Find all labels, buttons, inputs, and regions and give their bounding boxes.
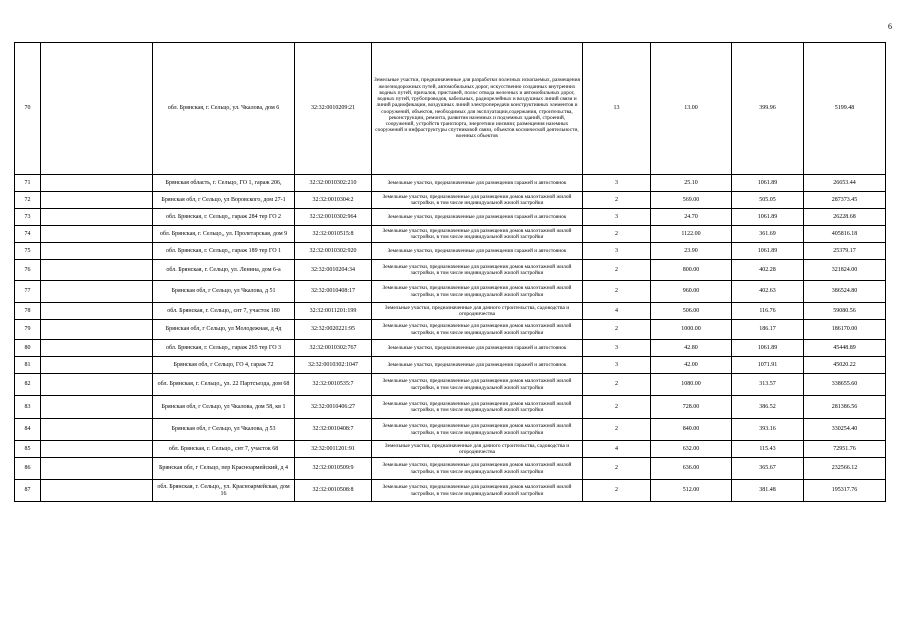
cadastral-value-cell: 72951.76 <box>804 441 886 458</box>
land-use-cell: Земельные участки, предназначенные для размещения домов малоэтажной жилой застройки, в том числе индивидуальной жилой застройки <box>372 480 583 502</box>
land-use-cell: Земельные участки, предназначенные для размещения домов малоэтажной жилой застройки, в том числе индивидуальной жилой застройки <box>372 281 583 303</box>
cadastral-number-cell: 32:32:0010509:9 <box>295 458 372 480</box>
table-row <box>15 458 886 480</box>
cadastral-number-cell: 32:32:0010408:7 <box>295 419 372 441</box>
land-use-cell: Земельные участки, предназначенные для размещения домов малоэтажной жилой застройки, в том числе индивидуальной жилой застройки <box>372 396 583 419</box>
area-cell: 569.00 <box>651 192 732 209</box>
group-number-cell: 3 <box>583 340 651 357</box>
table-row <box>15 192 886 209</box>
cadastral-value-cell: 186170.00 <box>804 320 886 340</box>
address-cell: обл. Брянская, г. Сельцо,, снт 7, участок 180 <box>153 303 295 320</box>
row-number-cell: 84 <box>15 419 41 441</box>
rate-cell: 393.16 <box>732 419 804 441</box>
cadastral-number-cell: 32:32:0011201:91 <box>295 441 372 458</box>
table-row <box>15 374 886 396</box>
row-number-cell: 83 <box>15 396 41 419</box>
table-row <box>15 175 886 192</box>
land-use-cell: Земельные участки, предназначенные для размещения домов малоэтажной жилой застройки, в том числе индивидуальной жилой застройки <box>372 226 583 243</box>
group-number-cell: 2 <box>583 281 651 303</box>
rate-cell: 505.05 <box>732 192 804 209</box>
empty-cell <box>41 175 153 192</box>
group-number-cell: 3 <box>583 357 651 374</box>
row-number-cell: 72 <box>15 192 41 209</box>
empty-cell <box>41 320 153 340</box>
group-number-cell: 2 <box>583 458 651 480</box>
empty-cell <box>41 260 153 281</box>
table-row <box>15 419 886 441</box>
table-row <box>15 441 886 458</box>
empty-cell <box>41 374 153 396</box>
address-cell: Брянская обл, г Сельцо, ул Чкалова, д 51 <box>153 281 295 303</box>
table-row <box>15 480 886 502</box>
area-cell: 636.00 <box>651 458 732 480</box>
empty-cell <box>41 43 153 175</box>
group-number-cell: 3 <box>583 175 651 192</box>
table-row <box>15 281 886 303</box>
empty-cell <box>41 243 153 260</box>
area-cell: 1000.00 <box>651 320 732 340</box>
address-cell: обл. Брянская, г. Сельцо,, ул. Красноармейская, дом 16 <box>153 480 295 502</box>
cadastral-number-cell: 32:32:0010508:8 <box>295 480 372 502</box>
table-row <box>15 226 886 243</box>
empty-cell <box>41 441 153 458</box>
group-number-cell: 4 <box>583 303 651 320</box>
rate-cell: 402.28 <box>732 260 804 281</box>
row-number-cell: 80 <box>15 340 41 357</box>
land-use-cell: Земельные участки, предназначенные для разработки полезных ископаемых, размещения железнодорожных путей, автомобильных дорог, искусственно созданных внутренних водных путей, причалов, пристаней, полос отвода железных и автомобильных дорог, водных путей, трубопроводов, кабельных, радиорелейных и воздушных линий связи и линий радиофикации, воздушных линий электропередачи конструктивных элементов и сооружений, объектов, необходимых для эксплуатации,содержания, строительства, реконструкции, ремонта, развития наземных и подземных зданий, строений, сооружений, устройств транспорта, энергетики иисвязи; размещения наземных сооружений и инфраструктуры спутниковой связи, объектов космической деятельности, военных объектов <box>372 43 583 175</box>
cadastral-value-cell: 330254.40 <box>804 419 886 441</box>
table-row <box>15 260 886 281</box>
cadastral-number-cell: 32:32:0010302:210 <box>295 175 372 192</box>
cadastral-number-cell: 32:32:0010408:17 <box>295 281 372 303</box>
row-number-cell: 82 <box>15 374 41 396</box>
cadastral-number-cell: 32:32:0010302:1047 <box>295 357 372 374</box>
address-cell: Брянская обл, г Сельцо, ул Воровского, дом 27-1 <box>153 192 295 209</box>
land-use-cell: Земельные участки, предназначенные для размещения гаражей и автостоянок <box>372 340 583 357</box>
area-cell: 24.70 <box>651 209 732 226</box>
land-use-cell: Земельные участки, предназначенные для размещения гаражей и автостоянок <box>372 209 583 226</box>
rate-cell: 365.67 <box>732 458 804 480</box>
address-cell: обл. Брянская, г. Сельцо,, ул. Пролетарская, дом 9 <box>153 226 295 243</box>
empty-cell <box>41 419 153 441</box>
row-number-cell: 78 <box>15 303 41 320</box>
area-cell: 23.90 <box>651 243 732 260</box>
empty-cell <box>41 303 153 320</box>
cadastral-number-cell: 32:32:0010515:8 <box>295 226 372 243</box>
empty-cell <box>41 458 153 480</box>
rate-cell: 386.52 <box>732 396 804 419</box>
row-number-cell: 75 <box>15 243 41 260</box>
table-row <box>15 243 886 260</box>
row-number-cell: 86 <box>15 458 41 480</box>
row-number-cell: 85 <box>15 441 41 458</box>
land-use-cell: Земельные участки, предназначенные для размещения гаражей и автостоянок <box>372 357 583 374</box>
address-cell: Брянская область, г. Сельцо, ГО 1, гараж 206, <box>153 175 295 192</box>
table-row <box>15 43 886 175</box>
table-row <box>15 209 886 226</box>
empty-cell <box>41 209 153 226</box>
rate-cell: 1061.89 <box>732 209 804 226</box>
cadastral-number-cell: 32:32:0010304:2 <box>295 192 372 209</box>
empty-cell <box>41 192 153 209</box>
cadastral-number-cell: 32:32:0011201:199 <box>295 303 372 320</box>
rate-cell: 1061.89 <box>732 175 804 192</box>
cadastral-value-cell: 26228.68 <box>804 209 886 226</box>
address-cell: Брянская обл, г Сельцо, ГО 4, гараж 72 <box>153 357 295 374</box>
empty-cell <box>41 357 153 374</box>
address-cell: обл. Брянская, г. Сельцо,, ул. 22 Партсъезда, дом 68 <box>153 374 295 396</box>
table-row <box>15 320 886 340</box>
area-cell: 42.00 <box>651 357 732 374</box>
row-number-cell: 74 <box>15 226 41 243</box>
cadastral-value-cell: 287373.45 <box>804 192 886 209</box>
area-cell: 632.00 <box>651 441 732 458</box>
empty-cell <box>41 281 153 303</box>
address-cell: обл. Брянская, г. Сельцо, ул. Чкалова, дом 6 <box>153 43 295 175</box>
row-number-cell: 73 <box>15 209 41 226</box>
address-cell: обл. Брянская, г. Сельцо,, гараж 189 тер ГО 1 <box>153 243 295 260</box>
group-number-cell: 2 <box>583 320 651 340</box>
group-number-cell: 4 <box>583 441 651 458</box>
cadastral-number-cell: 32:32:0010406:27 <box>295 396 372 419</box>
area-cell: 800.00 <box>651 260 732 281</box>
cadastral-number-cell: 32:32:0010302:920 <box>295 243 372 260</box>
area-cell: 960.00 <box>651 281 732 303</box>
rate-cell: 402.63 <box>732 281 804 303</box>
rate-cell: 1061.89 <box>732 340 804 357</box>
cadastral-value-cell: 5199.48 <box>804 43 886 175</box>
rate-cell: 399.96 <box>732 43 804 175</box>
address-cell: обл. Брянская, г. Сельцо,, гараж 284 тер ГО 2 <box>153 209 295 226</box>
group-number-cell: 13 <box>583 43 651 175</box>
cadastral-value-cell: 232566.12 <box>804 458 886 480</box>
rate-cell: 381.48 <box>732 480 804 502</box>
row-number-cell: 76 <box>15 260 41 281</box>
group-number-cell: 2 <box>583 419 651 441</box>
group-number-cell: 2 <box>583 396 651 419</box>
cadastral-value-cell: 45020.22 <box>804 357 886 374</box>
cadastral-value-cell: 321824.00 <box>804 260 886 281</box>
area-cell: 42.80 <box>651 340 732 357</box>
cadastral-number-cell: 32:32:0010302:964 <box>295 209 372 226</box>
land-use-cell: Земельные участки, предназначенные для размещения гаражей и автостоянок <box>372 243 583 260</box>
cadastral-number-cell: 32:32:0010535:7 <box>295 374 372 396</box>
group-number-cell: 2 <box>583 192 651 209</box>
row-number-cell: 77 <box>15 281 41 303</box>
cadastral-value-cell: 25379.17 <box>804 243 886 260</box>
land-use-cell: Земельные участки, предназначенные для размещения домов малоэтажной жилой застройки, в том числе индивидуальной жилой застройки <box>372 260 583 281</box>
land-use-cell: Земельные участки, предназначенные для размещения домов малоэтажной жилой застройки, в том числе индивидуальной жилой застройки <box>372 419 583 441</box>
address-cell: обл. Брянская, г. Сельцо, ул. Ленина, дом 6-а <box>153 260 295 281</box>
row-number-cell: 79 <box>15 320 41 340</box>
cadastral-number-cell: 32:32:0020221:95 <box>295 320 372 340</box>
group-number-cell: 3 <box>583 243 651 260</box>
land-use-cell: Земельные участки, предназначенные для размещения домов малоэтажной жилой застройки, в том числе индивидуальной жилой застройки <box>372 320 583 340</box>
address-cell: обл. Брянская, г. Сельцо,, гараж 265 тер ГО 3 <box>153 340 295 357</box>
cadastral-number-cell: 32:32:0010302:767 <box>295 340 372 357</box>
row-number-cell: 87 <box>15 480 41 502</box>
land-use-cell: Земельные участки, предназначенные для размещения домов малоэтажной жилой застройки, в том числе индивидуальной жилой застройки <box>372 458 583 480</box>
table-row <box>15 357 886 374</box>
cadastral-value-cell: 281386.56 <box>804 396 886 419</box>
area-cell: 13.00 <box>651 43 732 175</box>
address-cell: Брянская обл, г Сельцо, ул Молодежная, д 4д <box>153 320 295 340</box>
area-cell: 512.00 <box>651 480 732 502</box>
cadastral-number-cell: 32:32:0010204:34 <box>295 260 372 281</box>
address-cell: обл. Брянская, г. Сельцо,, снт 7, участок 68 <box>153 441 295 458</box>
cadastral-value-cell: 338655.60 <box>804 374 886 396</box>
area-cell: 840.00 <box>651 419 732 441</box>
rate-cell: 313.57 <box>732 374 804 396</box>
cadastral-number-cell: 32:32:0010209:21 <box>295 43 372 175</box>
cadastral-value-cell: 195317.76 <box>804 480 886 502</box>
address-cell: Брянская обл, г Сельцо, пер Красноармейский, д 4 <box>153 458 295 480</box>
address-cell: Брянская обл, г Сельцо, ул Чкалова, д 53 <box>153 419 295 441</box>
land-use-cell: Земельные участки, предназначенные для дачного строительства, садоводства и огородничества <box>372 441 583 458</box>
page-number: 6 <box>888 22 892 31</box>
row-number-cell: 71 <box>15 175 41 192</box>
cadastral-value-cell: 386524.80 <box>804 281 886 303</box>
area-cell: 728.00 <box>651 396 732 419</box>
group-number-cell: 2 <box>583 480 651 502</box>
rate-cell: 115.43 <box>732 441 804 458</box>
land-valuation-table <box>14 42 886 502</box>
rate-cell: 361.69 <box>732 226 804 243</box>
land-use-cell: Земельные участки, предназначенные для размещения домов малоэтажной жилой застройки, в том числе индивидуальной жилой застройки <box>372 374 583 396</box>
cadastral-value-cell: 405816.18 <box>804 226 886 243</box>
group-number-cell: 3 <box>583 209 651 226</box>
row-number-cell: 70 <box>15 43 41 175</box>
group-number-cell: 2 <box>583 260 651 281</box>
group-number-cell: 2 <box>583 374 651 396</box>
cadastral-value-cell: 59080.56 <box>804 303 886 320</box>
area-cell: 506.00 <box>651 303 732 320</box>
land-use-cell: Земельные участки, предназначенные для размещения гаражей и автостоянок <box>372 175 583 192</box>
group-number-cell: 2 <box>583 226 651 243</box>
area-cell: 1122.00 <box>651 226 732 243</box>
rate-cell: 1061.89 <box>732 243 804 260</box>
area-cell: 25.10 <box>651 175 732 192</box>
row-number-cell: 81 <box>15 357 41 374</box>
empty-cell <box>41 396 153 419</box>
table-row <box>15 396 886 419</box>
rate-cell: 116.76 <box>732 303 804 320</box>
empty-cell <box>41 226 153 243</box>
cadastral-value-cell: 26653.44 <box>804 175 886 192</box>
land-use-cell: Земельные участки, предназначенные для дачного строительства, садоводства и огородничества <box>372 303 583 320</box>
table-row <box>15 303 886 320</box>
table-row <box>15 340 886 357</box>
empty-cell <box>41 480 153 502</box>
area-cell: 1080.00 <box>651 374 732 396</box>
cadastral-value-cell: 45448.89 <box>804 340 886 357</box>
empty-cell <box>41 340 153 357</box>
rate-cell: 1071.91 <box>732 357 804 374</box>
land-use-cell: Земельные участки, предназначенные для размещения домов малоэтажной жилой застройки, в том числе индивидуальной жилой застройки <box>372 192 583 209</box>
rate-cell: 186.17 <box>732 320 804 340</box>
address-cell: Брянская обл, г Сельцо, ул Чкалова, дом 58, кв 1 <box>153 396 295 419</box>
